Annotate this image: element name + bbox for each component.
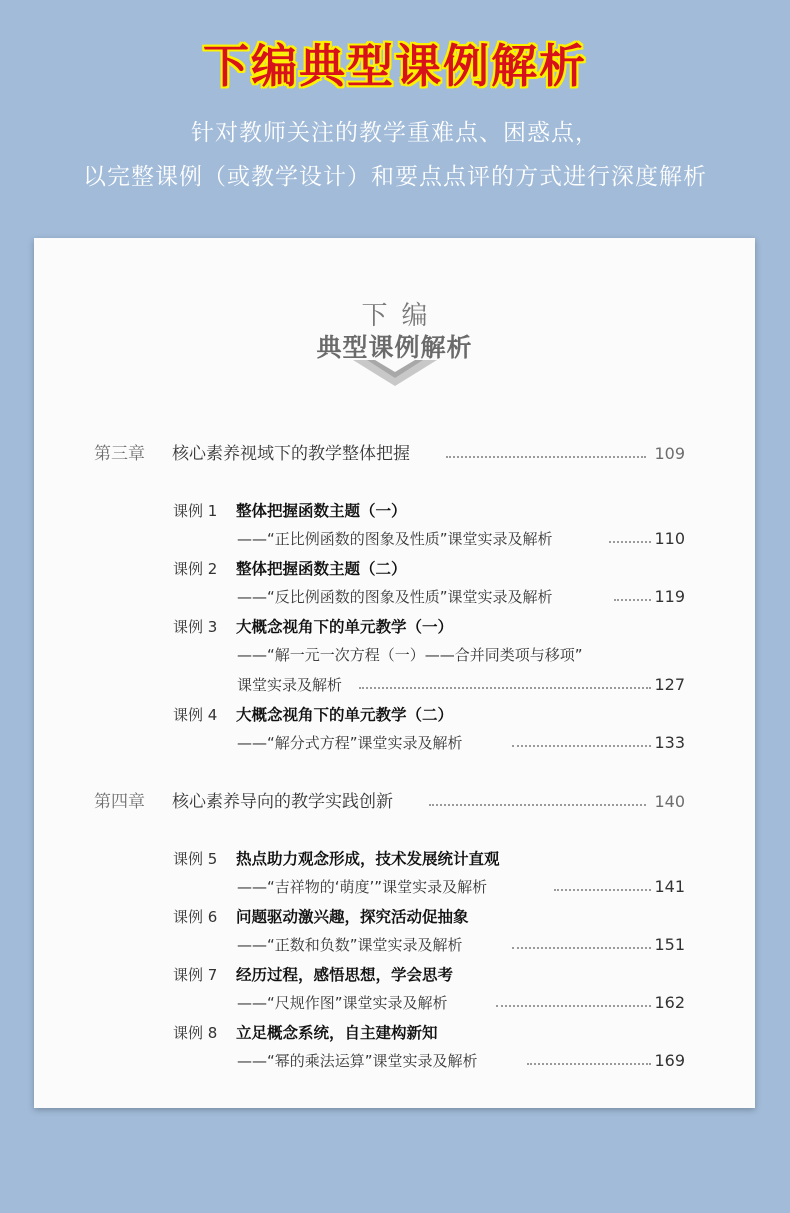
toc-lesson-row[interactable]: [34, 962, 755, 988]
lesson-subtitle: ——“正比例函数的图象及性质”课堂实录及解析: [237, 530, 553, 548]
chapter-page: 140: [654, 792, 685, 811]
part-name: 典型课例解析: [316, 333, 473, 362]
chevron-down-icon: [353, 360, 437, 388]
lesson-number: 课例 2: [173, 560, 218, 578]
lesson-page: 162: [654, 993, 685, 1012]
chapter-number: 第三章: [94, 444, 145, 464]
lesson-subtitle-continued: 课堂实录及解析: [237, 676, 343, 694]
lesson-subtitle: ——“正数和负数”课堂实录及解析: [237, 936, 463, 954]
dot-leader: [609, 541, 651, 543]
lesson-page: 141: [654, 877, 685, 896]
dot-leader: [359, 687, 651, 689]
toc-lesson-subtitle-row[interactable]: [34, 990, 755, 1016]
lesson-title: 经历过程，感悟思想，学会思考: [236, 966, 454, 984]
toc-lesson-subtitle-row[interactable]: [34, 642, 755, 668]
lesson-page: 133: [654, 733, 685, 752]
dot-leader: [429, 804, 646, 806]
toc-lesson-row[interactable]: [34, 702, 755, 728]
lesson-subtitle: ——“吉祥物的‘萌度’”课堂实录及解析: [237, 878, 488, 896]
lesson-number: 课例 6: [173, 908, 218, 926]
lesson-title: 整体把握函数主题（一）: [236, 502, 407, 520]
lesson-title: 大概念视角下的单元教学（二）: [236, 706, 454, 724]
toc-lesson-subtitle-row[interactable]: [34, 1048, 755, 1074]
lesson-number: 课例 4: [173, 706, 218, 724]
chapter-title: 核心素养视域下的教学整体把握: [172, 444, 410, 464]
lesson-number: 课例 3: [173, 618, 218, 636]
dot-leader: [496, 1005, 651, 1007]
dot-leader: [527, 1063, 651, 1065]
lesson-subtitle: ——“幂的乘法运算”课堂实录及解析: [237, 1052, 478, 1070]
dot-leader: [512, 745, 651, 747]
dot-leader: [554, 889, 651, 891]
toc-lesson-subtitle-row[interactable]: [34, 874, 755, 900]
toc-lesson-subtitle-row[interactable]: [34, 932, 755, 958]
lesson-number: 课例 1: [173, 502, 218, 520]
toc-lesson-row[interactable]: [34, 498, 755, 524]
toc-lesson-row[interactable]: [34, 846, 755, 872]
lesson-page: 169: [654, 1051, 685, 1070]
dot-leader: [512, 947, 651, 949]
lesson-subtitle: ——“解一元一次方程（一）——合并同类项与移项”: [237, 646, 583, 664]
banner-subtitle-line1: 针对教师关注的教学重难点、困惑点，: [191, 120, 599, 146]
toc-lesson-subtitle-row[interactable]: [34, 730, 755, 756]
lesson-subtitle: ——“反比例函数的图象及性质”课堂实录及解析: [237, 588, 553, 606]
lesson-title: 问题驱动激兴趣，探究活动促抽象: [236, 908, 469, 926]
lesson-page: 127: [654, 675, 685, 694]
chapter-number: 第四章: [94, 792, 145, 812]
toc-lesson-subtitle-row[interactable]: [34, 526, 755, 552]
lesson-number: 课例 5: [173, 850, 218, 868]
lesson-page: 151: [654, 935, 685, 954]
dot-leader: [614, 599, 651, 601]
toc-lesson-row[interactable]: [34, 1020, 755, 1046]
lesson-subtitle: ——“尺规作图”课堂实录及解析: [237, 994, 448, 1012]
toc-lesson-subtitle-row[interactable]: [34, 584, 755, 610]
lesson-title: 立足概念系统，自主建构新知: [236, 1024, 438, 1042]
banner-subtitle-line2: 以完整课例（或教学设计）和要点点评的方式进行深度解析: [83, 164, 707, 190]
lesson-title: 大概念视角下的单元教学（一）: [236, 618, 454, 636]
chapter-page: 109: [654, 444, 685, 463]
book-page: [34, 238, 755, 1108]
lesson-subtitle: ——“解分式方程”课堂实录及解析: [237, 734, 463, 752]
toc-chapter-row[interactable]: [34, 441, 755, 467]
lesson-number: 课例 7: [173, 966, 218, 984]
chapter-title: 核心素养导向的教学实践创新: [172, 792, 393, 812]
lesson-page: 110: [654, 529, 685, 548]
toc-chapter-row[interactable]: [34, 789, 755, 815]
dot-leader: [446, 456, 646, 458]
lesson-title: 整体把握函数主题（二）: [236, 560, 407, 578]
banner-title: 下编典型课例解析: [203, 39, 587, 93]
toc-lesson-row[interactable]: [34, 556, 755, 582]
toc-lesson-subtitle-row[interactable]: [34, 672, 755, 698]
part-label: 下编: [361, 301, 442, 331]
lesson-page: 119: [654, 587, 685, 606]
toc-lesson-row[interactable]: [34, 904, 755, 930]
toc-lesson-row[interactable]: [34, 614, 755, 640]
lesson-number: 课例 8: [173, 1024, 218, 1042]
lesson-title: 热点助力观念形成，技术发展统计直观: [236, 850, 500, 868]
